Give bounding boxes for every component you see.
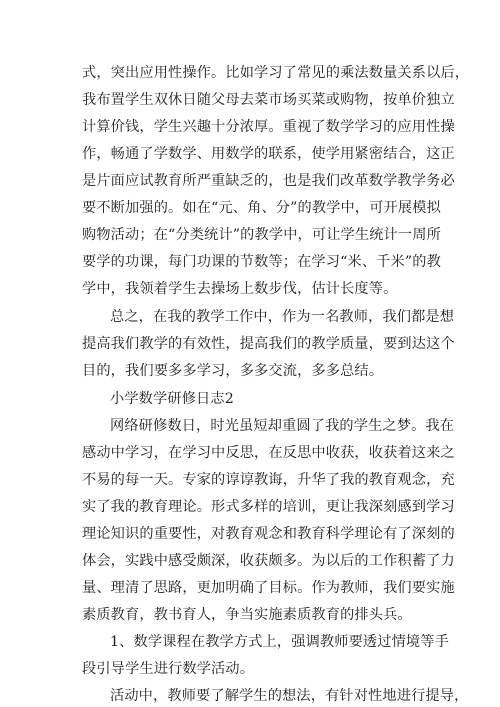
text-line: 学中，我领着学生去操场上数步伐，估计长度等。 (82, 281, 398, 297)
text-line: 计算价钱，学生兴趣十分浓厚。重视了数学学习的应用性操 (82, 119, 455, 135)
text-line: 不易的每一天。专家的谆谆教诲，升华了我的教育观念，充 (82, 472, 455, 488)
text-line: 活动中，教师要了解学生的想法，有针对性地进行提导， (110, 688, 469, 704)
text-line: 段引导学生进行数学活动。 (82, 661, 255, 677)
text-line: 目的，我们要多多学习，多多交流，多多总结。 (82, 363, 384, 379)
text-line: 网络研修数日，时光虽短却重圆了我的学生之梦。我在 (110, 418, 455, 434)
text-line: 总之，在我的教学工作中，作为一名教师，我们都是想 (110, 309, 455, 325)
text-line: 是片面应试教育所严重缺乏的，也是我们改革数学教学务必 (82, 173, 455, 189)
text-line: 体会，实践中感受颇深，收获颇多。为以后的工作积蓄了力 (82, 553, 455, 569)
text-line: 理论知识的重要性，对教育观念和教育科学理论有了深刻的 (82, 526, 455, 542)
section-heading: 小学数学研修日志2 (110, 391, 234, 407)
text-line: 购物活动；在“分类统计”的教学中，可让学生统计一周所 (82, 227, 441, 243)
text-line: 提高我们教学的有效性，提高我们的教学质量，要到达这个 (82, 336, 455, 352)
text-line: 要学的功课，每门功课的节数等；在学习“米、千米”的教 (82, 254, 441, 270)
text-line: 素质教育，教书育人，争当实施素质教育的排头兵。 (82, 607, 412, 623)
text-line: 感动中学习，在学习中反思，在反思中收获，收获着这来之 (82, 445, 455, 461)
text-line: 我布置学生双休日随父母去菜市场买菜或购物，按单价独立 (82, 92, 455, 108)
text-line: 要不断加强的。如在“元、角、分”的教学中，可开展模拟 (82, 200, 441, 216)
text-line: 实了我的教育理论。形式多样的培训，更让我深刻感到学习 (82, 499, 455, 515)
text-line: 作，畅通了学数学、用数学的联系，使学用紧密结合，这正 (82, 146, 455, 162)
text-line: 式，突出应用性操作。比如学习了常见的乘法数量关系以后， (82, 65, 470, 81)
text-line: 1、数学课程在教学方式上，强调教师要透过情境等手 (110, 634, 449, 650)
text-line: 量、理清了思路，更加明确了目标。作为教师，我们要实施 (82, 580, 455, 596)
